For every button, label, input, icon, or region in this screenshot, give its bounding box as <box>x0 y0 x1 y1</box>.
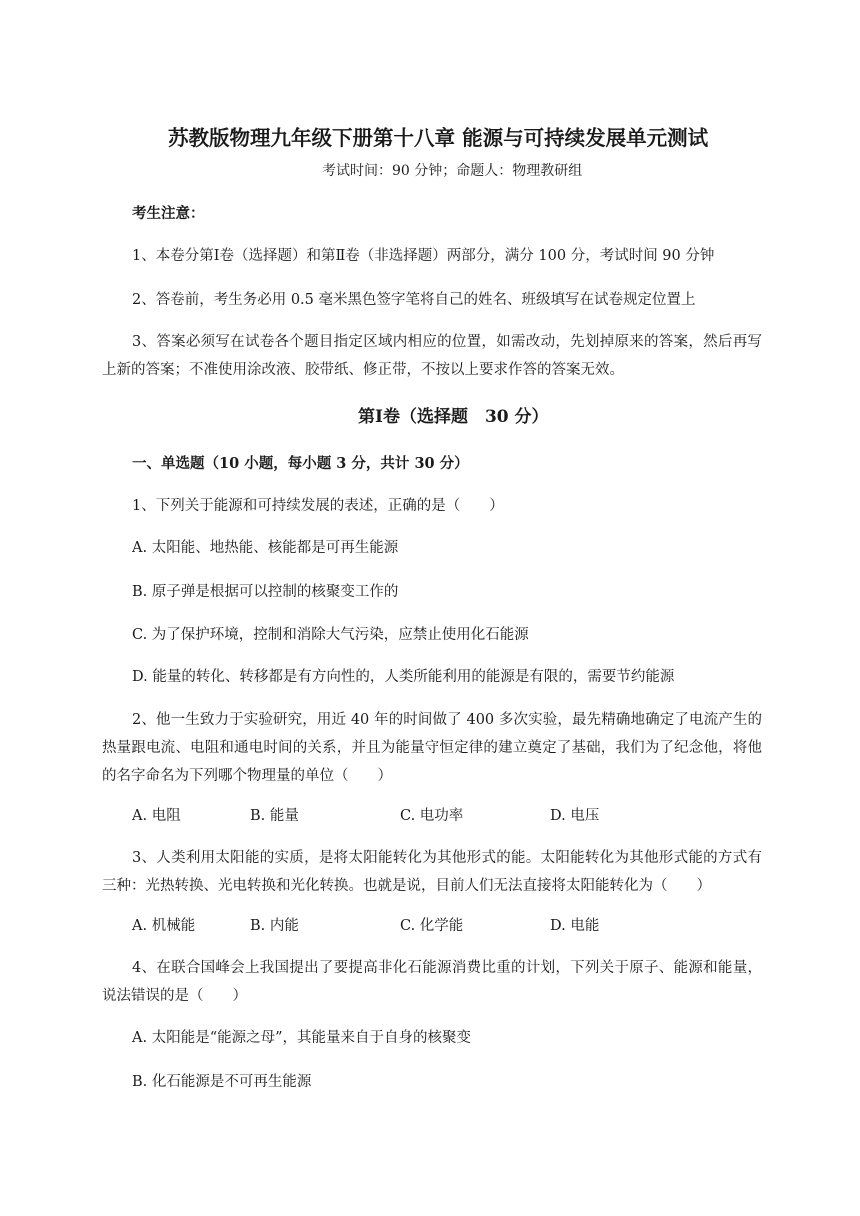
question-1-stem: 1、下列关于能源和可持续发展的表述，正确的是（ ） <box>132 498 504 514</box>
question-4-option-b: B. 化石能源是不可再生能源 <box>132 1074 312 1090</box>
question-2-option-b: B. 能量 <box>250 808 299 824</box>
question-4-option-a: A. 太阳能是“能源之母”，其能量来自于自身的核聚变 <box>132 1030 472 1046</box>
section-title: 第Ⅰ卷（选择题 30 分） <box>358 407 549 427</box>
question-1-option-d: D. 能量的转化、转移都是有方向性的，人类所能利用的能源是有限的，需要节约能源 <box>132 669 675 685</box>
question-3-stem: 3、人类利用太阳能的实质，是将太阳能转化为其他形式的能。太阳能转化为其他形式能的方式有三种：光热转换、光电转换和光化转换。也就是说，目前人们无法直接将太阳能转化为（ ） <box>102 850 762 894</box>
question-3-option-d: D. 电能 <box>550 918 600 934</box>
exam-title: 苏教版物理九年级下册第十八章 能源与可持续发展单元测试 <box>168 126 709 150</box>
question-3-option-a: A. 机械能 <box>132 918 196 934</box>
question-2-stem: 2、他一生致力于实验研究，用近 40 年的时间做了 400 多次实验，最先精确地确定了电流产生的热量跟电流、电阻和通电时间的关系，并且为能量守恒定律的建立奠定了基础，我们为了纪念他，将他的名字命名为下列哪个物理量的单位（ ） <box>102 712 762 784</box>
question-2-option-c: C. 电功率 <box>400 808 464 824</box>
question-2-option-a: A. 电阻 <box>132 808 181 824</box>
question-2-option-d: D. 电压 <box>550 808 600 824</box>
notice-item-1: 1、本卷分第Ⅰ卷（选择题）和第Ⅱ卷（非选择题）两部分，满分 100 分，考试时间 90 分钟 <box>132 248 715 264</box>
notice-item-3: 3、答案必须写在试卷各个题目指定区域内相应的位置，如需改动，先划掉原来的答案，然后再写上新的答案；不准使用涂改液、胶带纸、修正带，不按以上要求作答的答案无效。 <box>102 334 762 378</box>
question-1-option-c: C. 为了保护环境，控制和消除大气污染，应禁止使用化石能源 <box>132 627 529 643</box>
notice-item-2: 2、答卷前，考生务必用 0.5 毫米黑色签字笔将自己的姓名、班级填写在试卷规定位置上 <box>132 292 696 308</box>
part-heading: 一、单选题（10 小题，每小题 3 分，共计 30 分） <box>132 455 469 472</box>
notice-heading: 考生注意： <box>132 205 205 222</box>
question-4-stem: 4、在联合国峰会上我国提出了要提高非化石能源消费比重的计划，下列关于原子、能源和能量，说法错误的是（ ） <box>102 960 762 1004</box>
question-1-option-a: A. 太阳能、地热能、核能都是可再生能源 <box>132 540 399 556</box>
question-1-option-b: B. 原子弹是根据可以控制的核聚变工作的 <box>132 584 399 600</box>
question-3-option-b: B. 内能 <box>250 918 299 934</box>
exam-subtitle: 考试时间：90 分钟；命题人：物理教研组 <box>322 163 583 179</box>
question-3-option-c: C. 化学能 <box>400 918 464 934</box>
